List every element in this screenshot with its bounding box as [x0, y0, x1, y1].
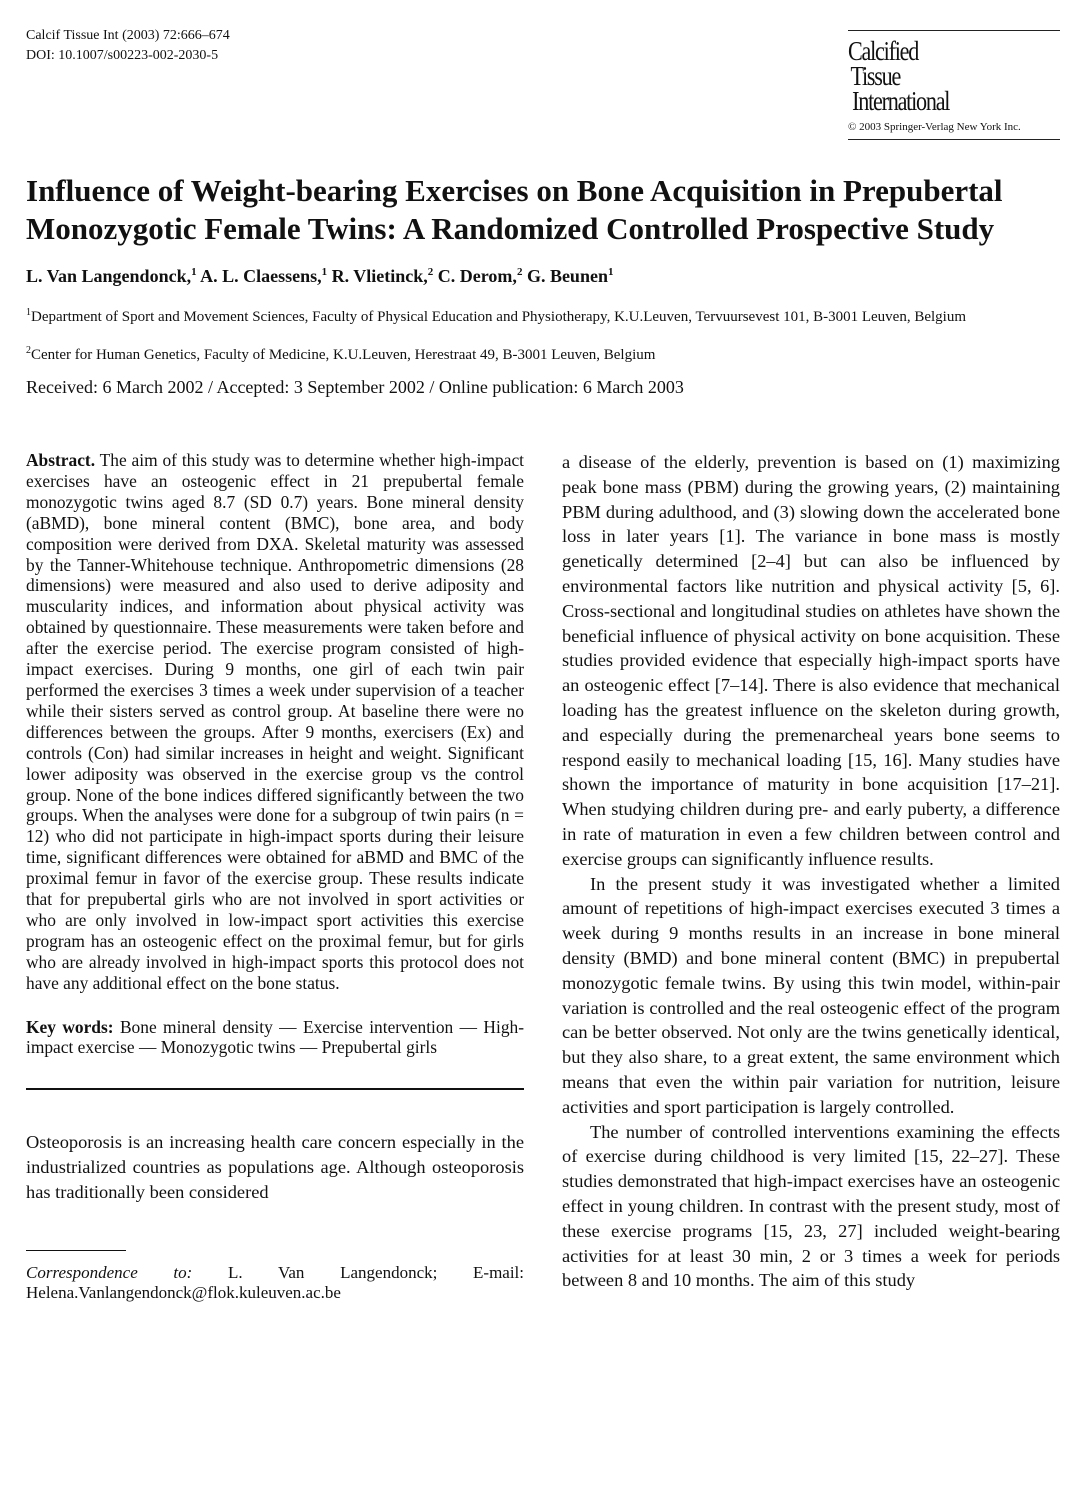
affiliation-text: Center for Human Genetics, Faculty of Medicine, K.U.Leuven, Herestraat 49, B-3001 Leuven, Belgium: [31, 347, 656, 363]
body-paragraph-3: The number of controlled interventions examining the effects of exercise during childhood is very limited [15, 22–27]. These studies demonstrated that high-impact exercises have an osteogenic effect in young children. In contrast with the present study, most of these exercise programs [15, 23, 27] included weight-bearing activities for at least 30 min, 2 or 3 times a week for periods between 8 and 10 months. The aim of this study: [562, 1121, 1060, 1291]
logo-line-2: Tissue: [850, 61, 901, 91]
abstract-label: Abstract.: [26, 450, 96, 470]
author-affiliation-mark: 2: [427, 266, 434, 278]
journal-meta: [26, 26, 230, 66]
correspondence-note: [26, 1263, 524, 1303]
keywords-label: Key words:: [26, 1016, 114, 1037]
abstract-separator: [26, 1088, 524, 1090]
abstract: [26, 450, 524, 994]
right-column: [562, 450, 1060, 1293]
journal-citation: Calcif Tissue Int (2003) 72:666–674: [26, 28, 230, 43]
publication-dates: Received: 6 March 2002 / Accepted: 3 September 2002 / Online publication: 6 March 2003: [26, 377, 684, 397]
logo-top-rule: [848, 30, 1060, 31]
author: R. Vlietinck,: [331, 266, 428, 286]
author: A. L. Claessens,: [200, 266, 322, 286]
journal-logo: [848, 30, 1060, 140]
affiliation-number: 2: [26, 345, 31, 356]
correspondence-label: Correspondence to:: [26, 1263, 193, 1283]
author: C. Derom,: [437, 266, 517, 286]
logo-copyright: © 2003 Springer-Verlag New York Inc.: [848, 121, 1021, 133]
intro-paragraph: Osteoporosis is an increasing health care concern especially in the industrialized countries as populations age. Although osteoporosis has traditionally been considered: [26, 1132, 524, 1203]
body-paragraph-1: a disease of the elderly, prevention is based on (1) maximizing peak bone mass (PBM) during the growing years, (2) maintaining PBM during adulthood, and (3) slowing down the accelerated bone loss in later years [1]. The variance in bone mass is mostly genetically determined [2–4] but can also be influenced by environmental factors like nutrition and physical activity [5, 6]. Cross-sectional and longitudinal studies on athletes have shown the beneficial influence of physical activity on bone acquisition. These studies provided evidence that especially high-impact sports have an osteogenic effect [7–14]. There is also evidence that mechanical loading has the greatest influence on the skeleton during growth, and especially during the premenarcheal years bone seems to respond easily to mechanical loading [15, 16]. Many studies have shown the importance of maturity in bone acquisition [17–21]. When studying children during pre- and early puberty, a difference in rate of maturation in even a few children between control and exercise groups can significantly influence results.: [562, 452, 1060, 869]
affiliation-1: [26, 304, 1026, 326]
journal-doi: DOI: 10.1007/s00223-002-2030-5: [26, 48, 219, 63]
author-affiliation-mark: 1: [607, 266, 614, 278]
body-paragraph-2: In the present study it was investigated whether a limited amount of repetitions of high-impact exercises executed 3 times a week during 9 months results in an increase in bone mineral density (BMD) and bone mineral content (BMC) in prepubertal monozygotic female twins. By using this twin model, within-pair variation is controlled and the real osteogenic effect of the program can be better observed. Not only are the twins genetically identical, but they also share, to a great extent, the same environment which means that even the within pair variation for nutrition, leisure activities and sport participation is largely controlled.: [562, 873, 1060, 1117]
keywords: [26, 1017, 524, 1059]
logo-bottom-rule: [848, 139, 1060, 140]
author: G. Beunen: [526, 266, 608, 286]
keywords-text: Bone mineral density — Exercise intervention — High-impact exercise — Monozygotic twins — Prepubertal girls: [26, 1016, 525, 1058]
correspondence-text: L. Van Langendonck; E-mail: Helena.Vanlangendonck@flok.kuleuven.ac.be: [26, 1263, 525, 1303]
author: L. Van Langendonck,: [26, 266, 192, 286]
author-affiliation-mark: 1: [321, 266, 328, 278]
left-column: [26, 450, 524, 1303]
logo-line-1: Calcified: [848, 36, 919, 66]
abstract-text: The aim of this study was to determine whether high-impact exercises have an osteogenic effect in 21 prepubertal female monozygotic twins aged 8.7 (SD 0.7) years. Bone mineral density (aBMD), bone mineral content (BMC), bone area, and body composition were derived from DXA. Skeletal maturity was assessed by the Tanner-Whitehouse technique. Anthropometric dimensions (28 dimensions) were measured and also used to derive adiposity and muscularity indices, and information about physical activity was obtained by questionnaire. These measurements were taken before and after the exercise period. The exercise program consisted of high-impact exercises. During 9 months, one girl of each twin pair performed the exercises 3 times a week under supervision of a teacher while their sisters served as control group. At baseline there were no differences between the groups. After 9 months, exercisers (Ex) and controls (Con) had similar increases in height and weight. Significant lower adiposity was observed in the exercise group vs the control group. None of the bone indices differed significantly between the two groups. When the analyses were done for a subgroup of twin pairs (n = 12) who did not participate in high-impact sports during their leisure time, significant differences were obtained for aBMD and BMC of the proximal femur in favor of the exercise group. These results indicate that for prepubertal girls who are not involved in sport activities or who are only involved in low-impact sport activities this exercise program has an osteogenic effect on the proximal femur, but for girls who are already involved in high-impact sports this protocol does not have any additional effect on the bone status.: [26, 450, 524, 993]
affiliation-2: [26, 342, 1026, 364]
footnote-rule: [26, 1250, 126, 1251]
author-affiliation-mark: 2: [516, 266, 523, 278]
author-list: [26, 266, 613, 287]
logo-line-3: International: [852, 86, 950, 116]
paper-title: Influence of Weight-bearing Exercises on Bone Acquisition in Prepubertal Monozygotic Female Twins: A Randomized Controlled Prospective Study: [26, 173, 1003, 246]
author-affiliation-mark: 1: [191, 266, 197, 278]
affiliation-number: 1: [26, 307, 31, 318]
affiliation-text: Department of Sport and Movement Sciences, Faculty of Physical Education and Physiotherapy, K.U.Leuven, Tervuursevest 101, B-3001 Leuven, Belgium: [31, 309, 967, 325]
